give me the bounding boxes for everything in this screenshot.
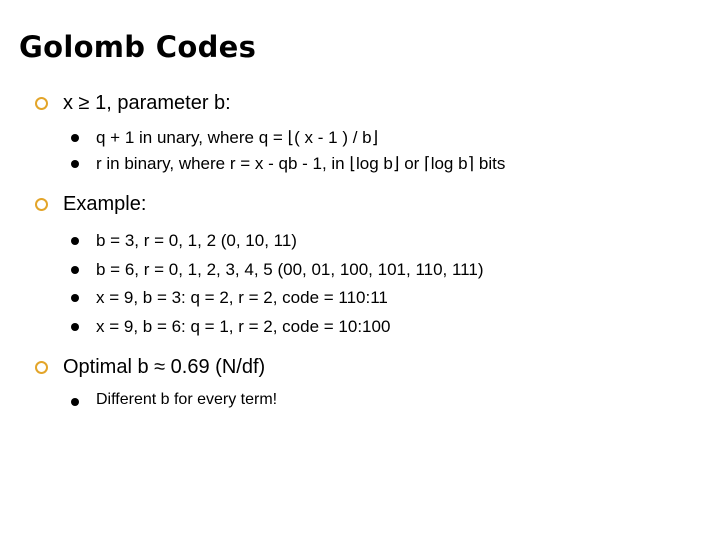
sub-bullet-text: Different b for every term! <box>96 391 278 408</box>
bullet-ring-icon <box>35 361 48 374</box>
bullet-text: x ≥ 1, parameter b: <box>63 92 231 114</box>
bullet-dot-icon <box>71 266 79 274</box>
sub-bullet-text: x = 9, b = 6: q = 1, r = 2, code = 10:100 <box>96 317 391 336</box>
bullet-dot-icon <box>71 398 79 406</box>
bullet-dot-icon <box>71 323 79 331</box>
sub-bullet-text: b = 3, r = 0, 1, 2 (0, 10, 11) <box>96 231 297 250</box>
sub-bullet-text: b = 6, r = 0, 1, 2, 3, 4, 5 (00, 01, 100, 101, 110, 111) <box>96 260 484 279</box>
sub-bullet-text: x = 9, b = 3: q = 2, r = 2, code = 110:11 <box>96 288 388 307</box>
bullet-dot-icon <box>71 160 79 168</box>
sub-bullet-text: q + 1 in unary, where q = ⌊( x - 1 ) / b⌋ <box>96 128 379 147</box>
bullet-text: Example: <box>63 193 147 215</box>
slide-title: Golomb Codes <box>19 30 257 64</box>
sub-bullet-text: r in binary, where r = x - qb - 1, in ⌊log b⌋ or ⌈log b⌉ bits <box>96 154 506 173</box>
bullet-dot-icon <box>71 294 79 302</box>
bullet-ring-icon <box>35 97 48 110</box>
bullet-ring-icon <box>35 198 48 211</box>
bullet-text: Optimal b ≈ 0.69 (N/df) <box>63 356 266 378</box>
bullet-dot-icon <box>71 134 79 142</box>
bullet-dot-icon <box>71 237 79 245</box>
